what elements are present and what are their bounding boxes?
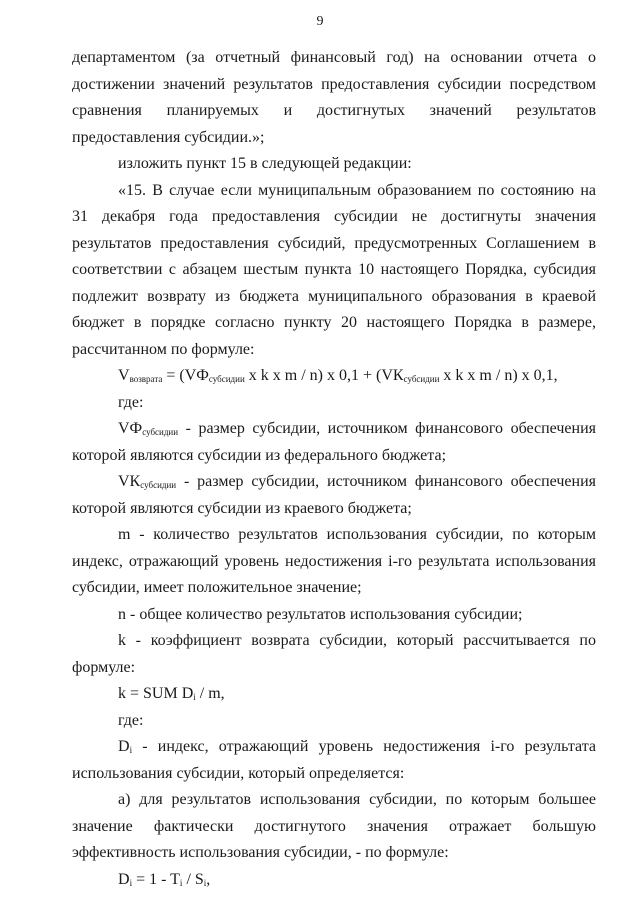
page-number: 9 [316,14,324,29]
definition-vf: $VФ_{субсидии}$ - размер субсидии, источником финансового обеспечения которой являются субсидии из федерального бюджета; [72,420,596,464]
definition-k: k - коэффициент возврата субсидии, который рассчитывается по формуле: [72,632,596,676]
definition-m: m - количество результатов использования субсидии, по которым индекс, отражающий уровень недостижения i-го результата использования субсидии, имеет положительное значение; [72,526,596,596]
formula-k: k = SUM $D_i$ / m, [118,685,225,702]
paragraph-point-15: «15. В случае если муниципальным образованием по состоянию на 31 декабря года предоставления субсидии не достигнуты значения результатов предоставления субсидий, предусмотренных Соглашением в соответствии с абзацем шестым пункта 10 настоящего Порядка, субсидия подлежит возврату из бюджета муниципального образования в краевой бюджет в порядке согласно пункту 20 настоящего Порядка в размере, рассчитанном по формуле: [72,181,596,358]
definition-vk: $VК_{субсидии}$ - размер субсидии, источником финансового обеспечения которой являются субсидии из краевого бюджета; [72,473,596,517]
where-label-2: где: [118,711,144,729]
formula-di: $D_i = 1 - T_i / S_i$, [118,870,211,888]
definition-di: $D_i$ - индекс, отражающий уровень недостижения i-го результата использования субсидии, который определяется: [72,738,596,782]
where-label: где: [118,393,144,411]
paragraph-continuation: департаментом (за отчетный финансовый год) на основании отчета о достижении значений результатов предоставления субсидии посредством сравнения планируемых и достигнутых значений результатов предоставления субсидии.»; [72,49,596,146]
formula-return-amount: $V_{возврата} = (VФ_{субсидии}$ x k x m / n) x $0,1 + (VК_{субсидии}$ x k x m / n) x 0,1, [118,367,558,384]
item-a: а) для результатов использования субсидии, по которым большее значение фактически достигнутого значения отражает большую эффективность использования субсидии, - по формуле: [72,791,596,861]
document-body [72,45,596,893]
paragraph-amend-instruction: изложить пункт 15 в следующей редакции: [118,155,412,172]
definition-n: n - общее количество результатов использования субсидии; [118,605,523,623]
